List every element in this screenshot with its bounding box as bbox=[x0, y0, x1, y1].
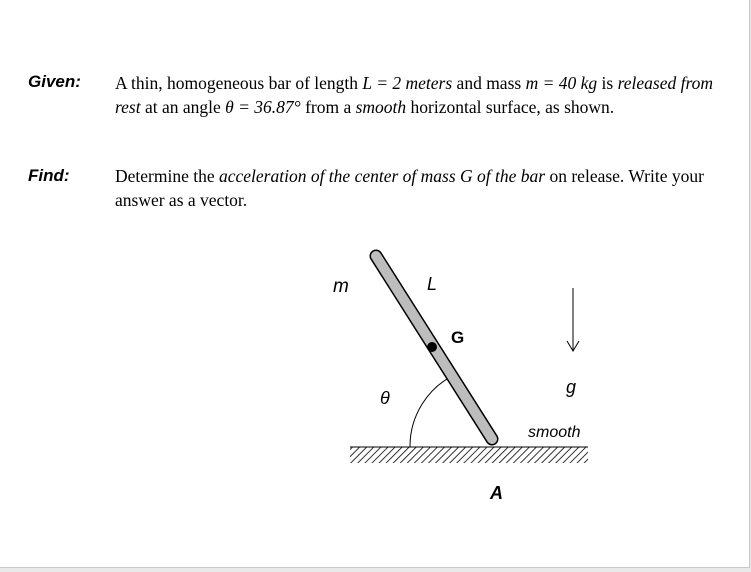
given-text-11: horizontal surface, as shown. bbox=[406, 97, 615, 117]
center-label: G bbox=[451, 328, 465, 347]
given-smooth: smooth bbox=[355, 97, 407, 117]
find-target: acceleration of the center of mass G of the bar bbox=[218, 166, 546, 186]
given-angle: θ = 36.87° bbox=[225, 97, 301, 117]
given-text-5: is bbox=[597, 73, 618, 93]
given-mass: m = 40 kg bbox=[525, 73, 598, 93]
end-a-label: A bbox=[490, 483, 503, 503]
angle-arc bbox=[410, 374, 456, 447]
center-of-mass-dot bbox=[427, 342, 437, 352]
given-text-7: at an angle bbox=[140, 97, 226, 117]
given-text-9: from a bbox=[300, 97, 356, 117]
find-text-3: on release. Write your answer as a vector. bbox=[115, 166, 704, 210]
given-text-3: and mass bbox=[452, 73, 526, 93]
angle-label: θ bbox=[380, 388, 390, 408]
given-label: Given: bbox=[28, 72, 81, 91]
find-label: Find: bbox=[28, 166, 70, 185]
mass-label: m bbox=[333, 276, 349, 297]
smooth-label: smooth bbox=[528, 424, 581, 441]
given-release: released from rest bbox=[115, 73, 714, 117]
ground-hatch bbox=[350, 447, 588, 463]
given-length: L = 2 meters bbox=[362, 73, 453, 93]
find-text-1: Determine the bbox=[115, 166, 219, 186]
length-label: L bbox=[427, 274, 438, 294]
given-text-1: A thin, homogeneous bar of length bbox=[115, 73, 363, 93]
gravity-label: g bbox=[566, 377, 577, 397]
